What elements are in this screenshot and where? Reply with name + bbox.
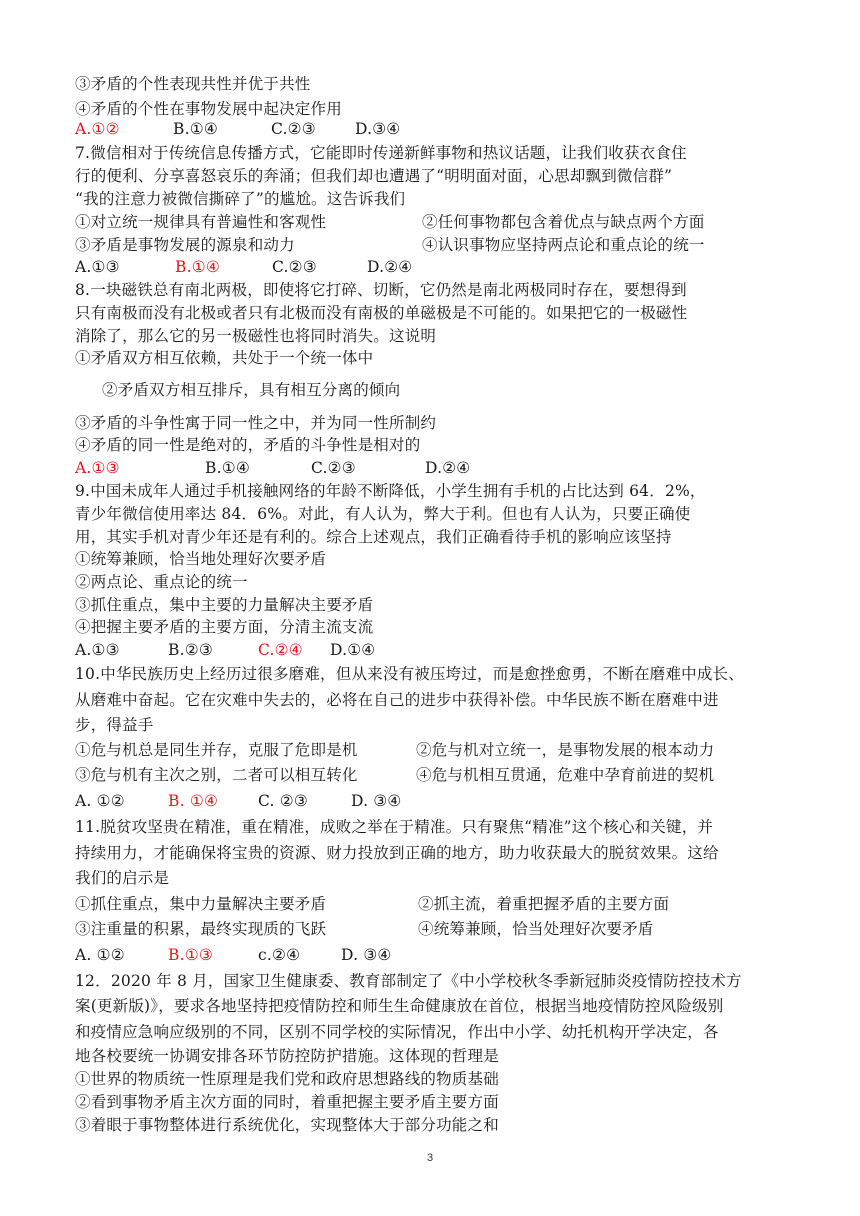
q11-items-row-2 [75,919,654,939]
q7-option-b: B.①④ [175,258,220,276]
q7-item-4: ④认识事物应坚持两点论和重点论的统一 [422,236,705,254]
q8-option-d: D.②④ [425,459,471,477]
q9-item-2: ②两点论、重点论的统一 [75,573,248,591]
q8-item-2: ②矛盾双方相互排斥，具有相互分离的倾向 [102,381,401,399]
q10-item-3: ③危与机有主次之别，二者可以相互转化 [75,766,358,784]
q12-stem-line-1: 12．2020 年 8 月，国家卫生健康委、教育部制定了《中小学校秋冬季新冠肺炎疫情防控技术方 [75,972,742,990]
q11-stem-line-1: 11.脱贫攻坚贵在精准，重在精准，成败之举在于精准。只有聚焦“精准”这个核心和关键，并 [75,818,714,836]
q10-items-row-1 [75,740,714,760]
q6-option-a: A.①② [75,120,120,138]
q11-stem-line-2: 持续用力，才能确保将宝贵的资源、财力投放到正确的地方，助力收获最大的脱贫效果。这给 [75,844,719,862]
q8-stem-line-1: 8.一块磁铁总有南北两极，即使将它打碎、切断，它仍然是南北两极同时存在，要想得到 [75,281,687,299]
q6-options [75,119,400,139]
q10-option-d: D. ③④ [351,792,402,810]
q9-option-d: D.①④ [330,641,376,659]
q10-item-1: ①危与机总是同生并存，克服了危即是机 [75,741,358,759]
q11-stem-line-3: 我们的启示是 [75,869,170,887]
q9-option-a: A.①③ [75,641,120,659]
q7-option-d: D.②④ [367,258,413,276]
q8-option-b: B.①④ [205,459,250,477]
q10-item-4: ④危与机相互贯通，危难中孕育前进的契机 [416,766,715,784]
q7-stem-line-1: 7.微信相对于传统信息传播方式，它能即时传递新鲜事物和热议话题，让我们收获衣食住 [75,144,687,162]
q11-option-b: B.①③ [168,946,213,964]
q8-option-a: A.①③ [75,459,120,477]
q7-option-a: A.①③ [75,258,120,276]
q8-stem-line-3: 消除了，那么它的另一极磁性也将同时消失。这说明 [75,327,437,345]
q9-option-b: B.②③ [168,641,213,659]
q9-stem-line-1: 9.中国未成年人通过手机接触网络的年龄不断降低，小学生拥有手机的占比达到 64．2%， [75,482,706,500]
q11-item-2: ②抓主流，着重把握矛盾的主要方面 [418,895,670,913]
q8-option-c: C.②③ [311,459,356,477]
q7-item-3: ③矛盾是事物发展的源泉和动力 [75,236,295,254]
q8-item-4: ④矛盾的同一性是绝对的，矛盾的斗争性是相对的 [75,436,421,454]
q11-option-c: c.②④ [258,946,301,964]
q11-option-a: A. ①② [75,946,125,964]
q7-stem-line-2: 行的便利、分享喜怒哀乐的奔涌；但我们却也遭遇了“明明面对面，心思却飘到微信群” [75,167,673,185]
q6-item-3: ③矛盾的个性表现共性并优于共性 [75,75,311,93]
q10-stem-line-2: 从磨难中奋起。它在灾难中失去的，必将在自己的进步中获得补偿。中华民族不断在磨难中进 [75,691,719,709]
q7-items-row-1 [75,212,705,232]
q10-items-row-2 [75,765,714,785]
q11-items-row-1 [75,894,669,914]
q7-item-2: ②任何事物都包含着优点与缺点两个方面 [422,213,705,231]
q7-item-1: ①对立统一规律具有普遍性和客观性 [75,213,327,231]
q11-option-d: D. ③④ [341,946,392,964]
q7-options [75,257,412,277]
q7-items-row-2 [75,235,705,255]
q12-stem-line-4: 地各校要统一协调安排各环节防控防护措施。这体现的哲理是 [75,1047,499,1065]
q9-item-4: ④把握主要矛盾的主要方面，分清主流支流 [75,618,374,636]
q12-item-2: ②看到事物矛盾主次方面的同时，着重把握主要矛盾主要方面 [75,1093,499,1111]
q10-stem-line-1: 10.中华民族历史上经历过很多磨难，但从来没有被压垮过，而是愈挫愈勇，不断在磨难中成长、 [75,665,744,683]
q11-item-1: ①抓住重点，集中力量解决主要矛盾 [75,895,327,913]
q10-item-2: ②危与机对立统一，是事物发展的根本动力 [416,741,715,759]
q12-item-1: ①世界的物质统一性原理是我们党和政府思想路线的物质基础 [75,1070,499,1088]
q10-option-c: C. ②③ [258,792,308,810]
q8-item-3: ③矛盾的斗争性寓于同一性之中，并为同一性所制约 [75,414,437,432]
q7-option-c: C.②③ [272,258,317,276]
q12-stem-line-2: 案(更新版)》，要求各地坚持把疫情防控和师生生命健康放在首位，根据当地疫情防控风险级别 [75,997,724,1015]
q6-option-b: B.①④ [173,120,218,138]
q9-stem-line-2: 青少年微信使用率达 84．6%。对此，有人认为，弊大于利。但也有人认为，只要正确使 [75,505,691,523]
q10-option-b: B. ①④ [168,792,219,810]
q9-options [75,640,375,660]
q7-stem-line-3: “我的注意力被微信撕碎了”的尴尬。这告诉我们 [75,190,406,208]
q9-item-1: ①统筹兼顾，恰当地处理好次要矛盾 [75,550,327,568]
q10-stem-line-3: 步，得益手 [75,716,154,734]
q6-option-c: C.②③ [271,120,316,138]
q9-item-3: ③抓住重点，集中主要的力量解决主要矛盾 [75,596,374,614]
q6-item-4: ④矛盾的个性在事物发展中起决定作用 [75,100,342,118]
q8-item-1: ①矛盾双方相互依赖，共处于一个统一体中 [75,349,374,367]
q11-item-3: ③注重量的积累，最终实现质的飞跃 [75,920,327,938]
q9-option-c: C.②④ [258,641,303,659]
q11-options [75,945,392,965]
q11-item-4: ④统筹兼顾，恰当处理好次要矛盾 [418,920,654,938]
q10-option-a: A. ①② [75,792,125,810]
q6-option-d: D.③④ [355,120,401,138]
q8-options [75,458,470,478]
q8-stem-line-2: 只有南极而没有北极或者只有北极而没有南极的单磁极是不可能的。如果把它的一极磁性 [75,304,688,322]
page-number: 3 [426,1152,434,1164]
q10-options [75,791,402,811]
q12-item-3: ③着眼于事物整体进行系统优化，实现整体大于部分功能之和 [75,1116,499,1134]
q12-stem-line-3: 和疫情应急响应级别的不同，区别不同学校的实际情况，作出中小学、幼托机构开学决定，各 [75,1023,719,1041]
q9-stem-line-3: 用，其实手机对青少年还是有利的。综合上述观点，我们正确看待手机的影响应该坚持 [75,528,672,546]
